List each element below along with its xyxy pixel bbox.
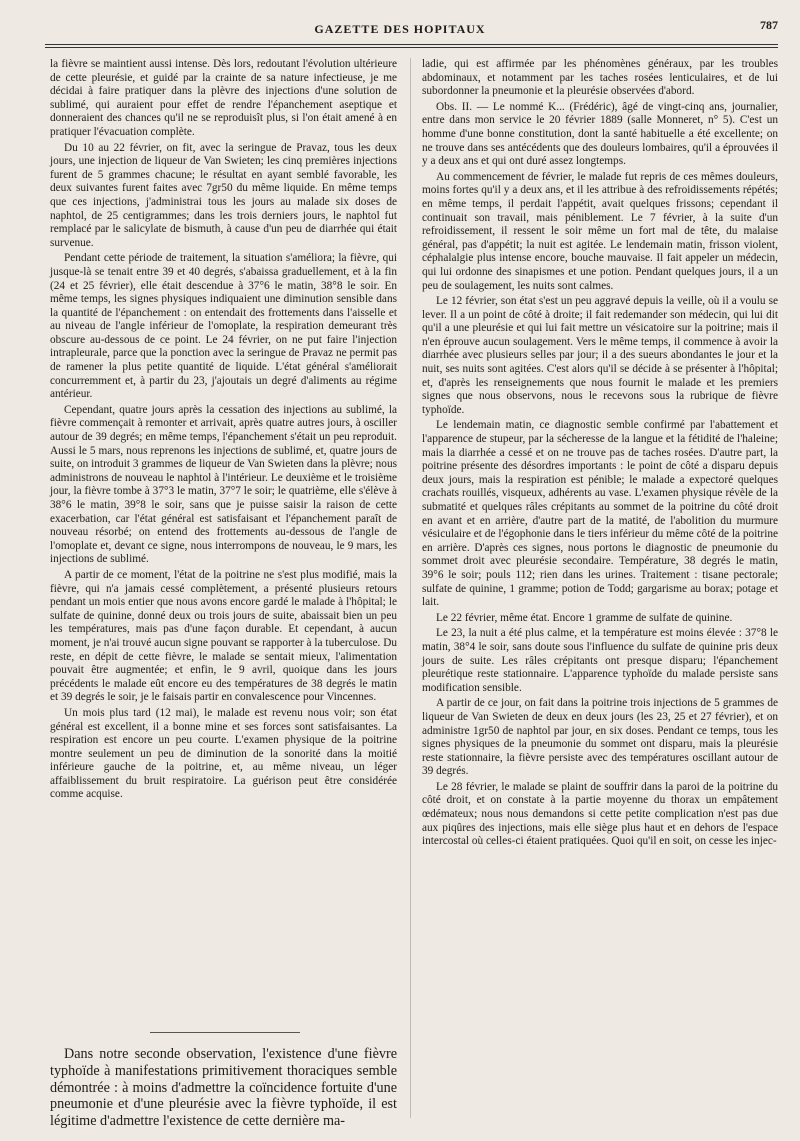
- header-rule-double: [45, 47, 778, 48]
- observation-heading-paragraph: Obs. II. — Le nommé K... (Frédéric), âgé de vingt-cinq ans, journalier, entre dans mon service le 20 février 1889 (salle Monneret, n° 5). C'est un homme d'une bonne constitution, dont la santé habituelle a été excellente; on ne trouve dans ses antécédents que des douleurs lombaires, qu'il a éprouvées il y a deux ans et qui ont duré assez longtemps.: [422, 100, 778, 168]
- paragraph: A partir de ce jour, on fait dans la poitrine trois injections de 5 grammes de liqueur de Van Swieten de deux en deux jours (les 23, 25 et 27 février), et on administre 1gr50 de naphtol par jour, en six doses. Pendant ce temps, tous les signes physiques de la pneumonie du sommet ont disparu, mais la pleurésie reste stationnaire, la fièvre persiste avec des températures oscillant autour de 39 degrés.: [422, 697, 778, 778]
- paragraph: Pendant cette période de traitement, la situation s'améliora; la fièvre, qui jusque-là se tenait entre 39 et 40 degrés, s'abaissa graduellement, et à la fin (24 et 25 février), elle était descendue à 37°6 le matin, 38°8 le soir. En même temps, les signes physiques indiquaient une diminution sensible dans la quantité de l'épanchement : on entendait des frottements dans l'aisselle et au niveau de l'angle inférieur de l'omoplate, la respiration demeurant très obscure au-dessous de ce point. Le 24 février, on ne put faire l'injection intrapleurale, parce que la ponction avec la seringue de Pravaz ne permit pas de ramener la plus petite quantité de liquide. L'état général s'améliorait concurremment et, à partir du 23, j'ajoutais un degré d'aliments au régime antérieur.: [50, 252, 397, 401]
- paragraph: ladie, qui est affirmée par les phénomènes généraux, par les troubles abdominaux, et notamment par les taches rosées lenticulaires, et de lui subordonner la pneumonie et la pleurésie observées d'abord.: [422, 58, 778, 98]
- right-column: [422, 58, 778, 849]
- lead-paragraph-block: [50, 1046, 397, 1130]
- lead-paragraph: Dans notre seconde observation, l'existence d'une fièvre typhoïde à manifestations primitivement thoraciques semble démontrée : à moins d'admettre la coïncidence fortuite d'une pneumonie et d'une pleurésie avec la fièvre typhoïde, il est légitime d'admettre l'existence de cette dernière ma-: [50, 1046, 397, 1130]
- paragraph: Au commencement de février, le malade fut repris de ces mêmes douleurs, moins fortes qu'il y a deux ans, et il les attribue à des refroidissements répétés; en même temps, il perdait l'appétit, avait quelques frissons; cependant il continuait son travail, mais péniblement. Le 7 février, à la suite d'un refroidissement, il ressent le soir même un fort mal de tête, du malaise général, pas d'appétit; la nuit est agitée. Le lendemain matin, frisson violent, céphalalgie plus intense encore, bouche mauvaise. Il fait appeler un médecin, qui lui ordonne des sinapismes et une potion. Pendant quelques jours, il a un peu de soulagement, les nuits sont calmes.: [422, 170, 778, 292]
- paragraph: A partir de ce moment, l'état de la poitrine ne s'est plus modifié, mais la fièvre, qui n'a jamais cessé complètement, a présenté plusieurs retours pendant un mois entier que nous avons encore gardé le malade à l'hôpital; le sulfate de quinine, donné deux ou trois jours de suite, abaissait bien un peu les températures, mais pas d'une façon durable. Et cependant, à aucun moment, je n'ai trouvé aucun signe pouvant se rapporter à la tuberculose. Du reste, en dépit de cette fièvre, le malade se sentait mieux, l'alimentation pouvait être augmentée; et enfin, le 9 avril, quoique dans les jours précédents le malade eût encore eu des températures de 38 degrés le matin et 39 degrés le soir, je le faisais partir en convalescence pour Vincennes.: [50, 568, 397, 704]
- paragraph: Le 12 février, son état s'est un peu aggravé depuis la veille, où il a voulu se lever. Il a un point de côté à droite; il fait redemander son médecin, qui lui dit qu'il a une pleurésie et qui lui fait mettre un vésicatoire sur la poitrine; mais il n'en éprouve aucun soulagement. Vers le même temps, il commence à avoir la diarrhée avec plusieurs selles par jour; il a des sueurs abondantes le jour et la nuit, ses nuits sont agitées. C'est alors qu'il se décide à se présenter à l'hôpital; et, d'après les renseignements que nous fournit le malade et les premiers signes que nous observons, nous le recevons sous la rubrique de fièvre typhoïde.: [422, 295, 778, 416]
- running-header: GAZETTE DES HOPITAUX: [314, 22, 486, 36]
- header-rule: [45, 44, 778, 45]
- column-rule: [410, 58, 411, 1118]
- paragraph: Le 23, la nuit a été plus calme, et la température est moins élevée : 37°8 le matin, 38°4 le soir, sans doute sous l'influence du sulfate de quinine pris deux jours de suite. Les râles crépitants ont presque disparu; l'épanchement pleurétique reste stationnaire. L'apparence typhoïde du malade persiste sans modification sensible.: [422, 627, 778, 694]
- paragraph: Du 10 au 22 février, on fit, avec la seringue de Pravaz, tous les deux jours, une injection de liqueur de Van Swieten; les cinq premières injections furent de 5 grammes chacune; le résultat en ayant semblé favorable, les deux suivantes furent faites avec 7gr50 du même liquide. En même temps que ces injections, j'administrai tous les jours au malade six doses de naphtol, de 25 centigrammes; dans les trois derniers jours, le naphtol fut remplacé par le salicylate de bismuth, à cause d'un peu de diarrhée qui était survenue.: [50, 141, 397, 249]
- paragraph: Le 28 février, le malade se plaint de souffrir dans la paroi de la poitrine du côté droit, et on constate à la partie moyenne du thorax un empâtement œdémateux; nous nous demandons si cette petite complication n'est pas due aux piqûres des injections, mais elle siège plus haut et en dehors de l'espace intercostal où celles-ci étaient pratiquées. Quoi qu'il en soit, on cesse les injec-: [422, 780, 778, 848]
- paragraph: Le lendemain matin, ce diagnostic semble confirmé par l'abattement et l'apparence de stupeur, par la sécheresse de la langue et la fétidité de l'haleine; mais la diarrhée a cessé et on ne trouve pas de taches rosées. D'autre part, la poitrine présente des désordres importants : le point de côté a disparu depuis deux jours, mais la respiration est pénible; le malade a expectoré quelques crachats rouillés, visqueux, adhérents au vase. L'examen physique révèle de la submatité et quelques râles crépitants au sommet de la poitrine du côté droit en avant et en arrière, d'autre part de la matité, de l'abolition du murmure vésiculaire et de l'égophonie dans le tiers inférieur du même côté de la poitrine en arrière. D'après ces signes, nous portons le diagnostic de pneumonie du sommet droit avec pleurésie secondaire. Température, 38 degrés le matin, 39°6 le soir; pouls 112; rien dans les urines. Traitement : tisane pectorale; sulfate de quinine, 1 gramme; potion de Todd; gargarisme au borax; potage et lait.: [422, 419, 778, 609]
- paragraph: Le 22 février, même état. Encore 1 gramme de sulfate de quinine.: [436, 611, 733, 624]
- page-number: 787: [760, 18, 778, 32]
- left-column: [50, 58, 397, 802]
- paragraph: la fièvre se maintient aussi intense. Dès lors, redoutant l'évolution ultérieure de cette pleurésie, et guidé par la crainte de sa nature infectieuse, je me décidai à faire pratiquer dans la plèvre des injections d'une solution de sublimé, qui auraient pour effet de rendre l'épanchement aseptique et donneraient des chances qu'il ne se reproduisît plus, si l'on était amené à en pratiquer l'évacuation complète.: [50, 58, 397, 138]
- section-divider: [150, 1032, 300, 1033]
- paragraph: Un mois plus tard (12 mai), le malade est revenu nous voir; son état général est excellent, il a bonne mine et ses forces sont satisfaisantes. La respiration est encore un peu courte. L'examen physique de la poitrine montre seulement un peu de diminution de la sonorité dans la moitié inférieure gauche de la poitrine, et, au même niveau, un léger affaiblissement du bruit respiratoire. La guérison peut être considérée comme acquise.: [50, 706, 397, 801]
- paragraph: Cependant, quatre jours après la cessation des injections au sublimé, la fièvre commençait à remonter et arrivait, après quatre autres jours, à osciller autour de 39 degrés; en même temps, l'épanchement s'était un peu reproduit. Aussi le 5 mars, nous reprenons les injections de sublimé, et, quatre jours de suite, on introduit 3 grammes de liqueur de Van Swieten dans la plèvre; nous administrons de nouveau le naphtol à l'intérieur. Le deuxième et le troisième jour, la fièvre tombe à 37°3 le matin, 37°7 le soir; le quatrième, elle s'élève à 38°6 le matin, 39°8 le soir, sans que je puisse saisir la raison de cette exacerbation, car l'état général est satisfaisant et l'épanchement paraît de nouveau résorbé; on entend des frottements au-dessous de l'angle de l'omoplate et, devant ce signe, nous interrompons de nouveau, le 9 mars, les injections de sublimé.: [50, 403, 397, 566]
